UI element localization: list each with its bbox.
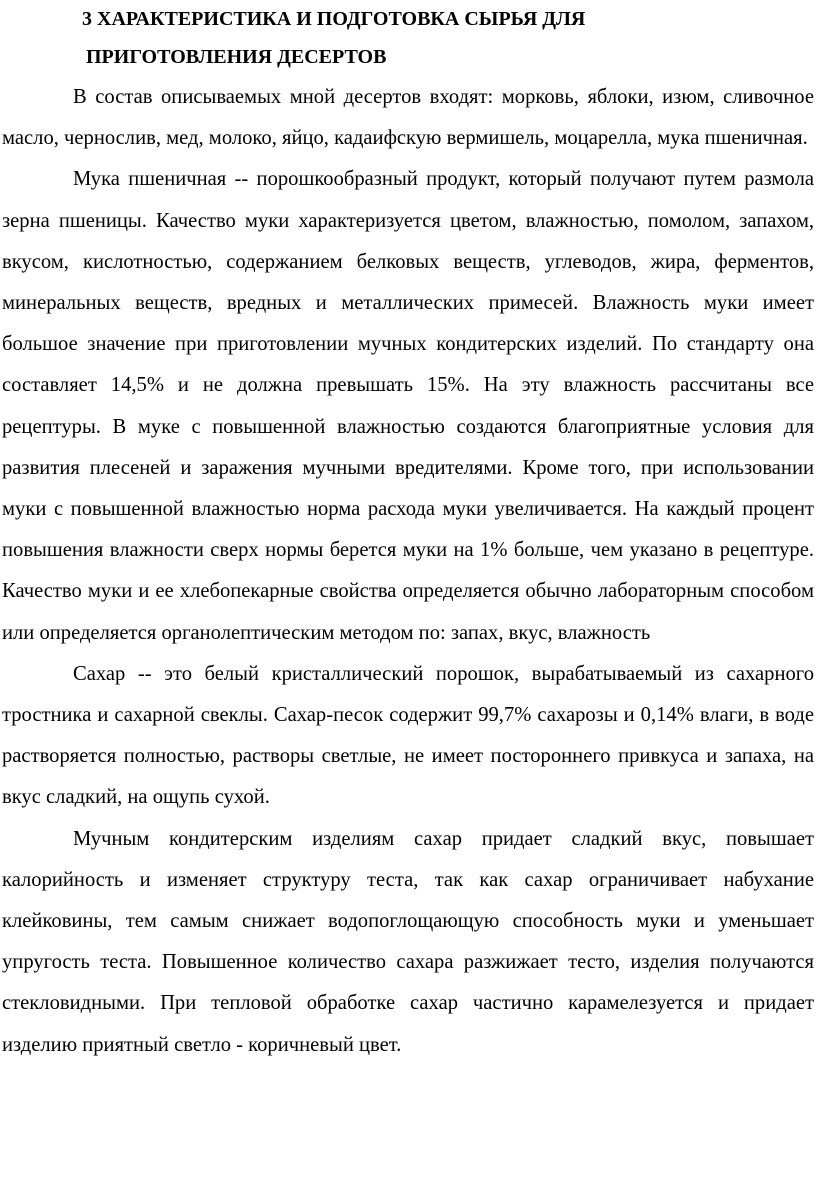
paragraph-wheat-flour: Мука пшеничная -- порошкообразный продукт, который получают путем размола зерна пшеницы. Качество муки характеризуется цветом, влажностью, помолом, запахом, вкусом, кислотностью, содержанием белковых веществ, углеводов, жира, ферментов, минеральных веществ, вредных и металлических примесей. Влажность муки имеет большое значение при приготовлении мучных кондитерских изделий. По стандарту она составляет 14,5% и не должна превышать 15%. На эту влажность рассчитаны все рецептуры. В муке с повышенной влажностью создаются благоприятные условия для развития плесеней и заражения мучными вредителями. Кроме того, при использовании муки с повышенной влажностью норма расхода муки увеличивается. На каждый процент повышения влажности сверх нормы берется муки на 1% больше, чем указано в рецептуре. Качество муки и ее хлебопекарные свойства определяется обычно лабораторным способом или определяется органолептическим методом по: запах, вкус, влажность	[2, 168, 814, 644]
section-heading-line-2: ПРИГОТОВЛЕНИЯ ДЕСЕРТОВ	[86, 46, 387, 68]
paragraph-sugar: Сахар -- это белый кристаллический порошок, вырабатываемый из сахарного тростника и сахарной свеклы. Сахар-песок содержит 99,7% сахарозы и 0,14% влаги, в воде растворяется полностью, растворы светлые, не имеет постороннего привкуса и запаха, на вкус сладкий, на ощупь сухой.	[2, 662, 814, 809]
paragraph-ingredients: В состав описываемых мной десертов входят: морковь, яблоки, изюм, сливочное масло, чернослив, мед, молоко, яйцо, кадаифскую вермишель, моцарелла, мука пшеничная.	[2, 86, 814, 150]
section-heading	[2, 0, 814, 76]
paragraph-sugar-effects: Мучным кондитерским изделиям сахар придает сладкий вкус, повышает калорийность и изменяет структуру теста, так как сахар ограничивает набухание клейковины, тем самым снижает водопоглощающую способность муки и уменьшает упругость теста. Повышенное количество сахара разжижает тесто, изделия получаются стекловидными. При тепловой обработке сахар частично карамелезуется и придает изделию приятный светло - коричневый цвет.	[2, 827, 814, 1056]
section-heading-line-1: 3 ХАРАКТЕРИСТИКА И ПОДГОТОВКА СЫРЬЯ ДЛЯ	[82, 8, 586, 30]
